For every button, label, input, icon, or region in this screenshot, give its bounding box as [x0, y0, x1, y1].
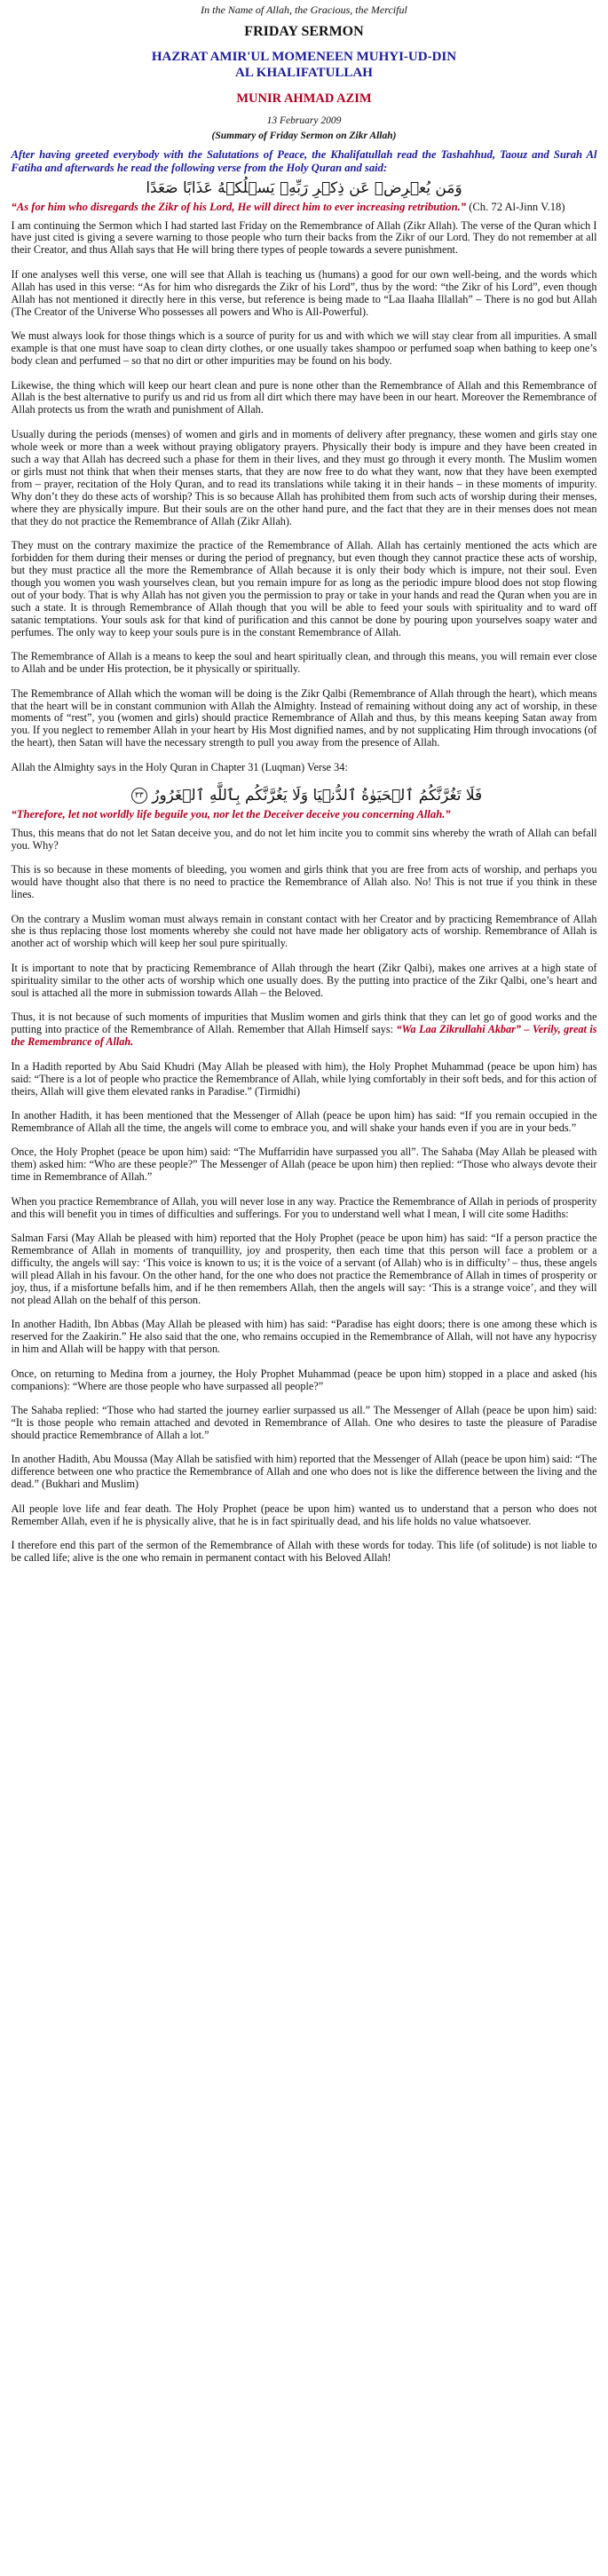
body-paragraph: I am continuing the Sermon which I had started last Friday on the Remembrance of Allah (Zikr Allah). The verse of the Quran which I have just cited is giving a severe warning to those people who turn their backs from the Zikr of our Lord. They do not remember at all their Creator, and thus Allah says that He will bring there types of people towards a severe punishment.: [11, 218, 597, 257]
body-paragraph: Once, on returning to Medina from a journey, the Holy Prophet Muhammad (peace be upon him) stopped in a place and asked (his companions): “Where are those people who have surpassed all people?”: [11, 1367, 597, 1392]
basmala-line: In the Name of Allah, the Gracious, the Merciful: [201, 4, 407, 16]
body-paragraph: Thus, this means that do not let Satan deceive you, and do not let him incite you to commit sins whereby the wrath of Allah can befall you. Why?: [11, 826, 597, 852]
zikr-akbar-quote: “Wa Laa Zikrullahi Akbar” – Verily, great is the Remembrance of Allah.: [11, 1023, 597, 1049]
paragraphs-c: [12, 1061, 597, 1565]
body-paragraph: Salman Farsi (May Allah be pleased with him) reported that the Holy Prophet (peace be upon him) has said: “If a person practice the Remembrance of Allah in moments of tranquillity, joy and prosperity, then each time that this person will face a problem or a difficulty, the angels will say: ‘This voice is known to us; it is the voice of a servant (of Allah) who is in difficulty’ – thus, these angels will plead Allah in his favour. On the other hand, for the one who does not practice the Remembrance of Allah in times of prosperity or joy, thus, if a misfortune befalls him, and if he then remembers Allah, then the angels will say: ‘This is a strange voice’, and they will not plead Allah on the behalf of this person.: [11, 1232, 597, 1306]
verse-1-text: “As for him who disregards the Zikr of his Lord, He will direct him to ever increasing retribution.”: [11, 201, 467, 213]
speaker-name: MUNIR AHMAD AZIM: [236, 91, 372, 106]
sermon-page: [12, 0, 597, 1565]
body-paragraph: Usually during the periods (menses) of women and girls and in moments of delivery after pregnancy, these women and girls stay one whole week or more than a week without praying obligatory prayers. Physically their body is impure and they have been created in such a way that Allah has decreed such a phase for them in their lives, and they must go through it every month. The Muslim women or girls must not think that when their menses starts, that they are now free to do what they want, now that they have been exempted from – prayer, recitation of the Holy Quran, and to read its translations while taking it in their hands – in these moments of impurity. Why don’t they do these acts of worship? This is so because Allah has prohibited them from such acts of worship during their menses, where they are physically impure. But their souls are on the other hand pure, and the fact that they are in their menses does not mean that they do not practice the Remembrance of Allah (Zikr Allah).: [11, 427, 597, 527]
body-paragraph: In a Hadith reported by Abu Said Khudri (May Allah be pleased with him), the Holy Prophet Muhammad (peace be upon him) has said: “There is a lot of people who practice the Remembrance of Allah, while lying comfortably in their soft beds, and for this action of theirs, Allah will give them elevated ranks in Paradise.” (Tirmidhi): [11, 1059, 597, 1098]
ayah-number-icon: ٣٣: [131, 788, 147, 804]
body-paragraph: Likewise, the thing which will keep our heart clean and pure is none other than the Remembrance of Allah and this Remembrance of Allah is the best alternative to purify us and rid us from all dirt which there may have been in our heart. Moreover the Remembrance of Allah protects us from the wrath and punishment of Allah.: [11, 378, 597, 416]
body-paragraph: In another Hadith, Abu Moussa (May Allah be satisfied with him) reported that the Messenger of Allah (peace be upon him) said: “The difference between one who practice the Remembrance of Allah and one who does not is like the difference between the living and the dead.” (Bukhari and Muslim): [11, 1453, 597, 1491]
body-paragraph: This is so because in these moments of bleeding, you women and girls think that you are free from acts of worship, and perhaps you would have thought also that there is no need to practice the Remembrance of Allah also. No! This is not true if you think in these lines.: [11, 863, 597, 901]
body-paragraph: On the contrary a Muslim woman must always remain in constant contact with her Creator and by practicing Remembrance of Allah she is thus replacing those lost moments whereby she could not have made her obligatory acts of worship. Remembrance of Allah is another act of worship which will keep her soul pure spiritually.: [11, 912, 597, 950]
body-paragraph-zikr-akbar: [12, 1011, 597, 1049]
arabic-verse-2-text: فَلَا تَغُرَّنَّكُمُ ٱلۡحَيَوٰةُ ٱلدُّنۡيَا وَلَا يَغُرَّنَّكُم بِٱللَّهِ ٱلۡغَرُورُ: [152, 787, 483, 805]
body-paragraph: They must on the contrary maximize the practice of the Remembrance of Allah. Allah has certainly mentioned the acts which are forbidden for them during their menses or during the period of pregnancy, but even though they cannot practice these acts of worship, but they must practice all the more the Remembrance of Allah because it is only their body which is impure, not their soul. Even though you women you wash yourselves clean, but you remain impure for as long as the periodic impure blood does not stop flowing out of your body. That is why Allah has not given you the permission to pray or take in your hands and read the Quran when you are in such a state. It is through Remembrance of Allah though that you will be able to feed your souls with spirituality and to ward off satanic temptations. Your souls ask for that kind of purification and this cannot be done by pouring upon yourselves soapy water and perfumes. The only way to keep your souls pure is in the constant Remembrance of Allah.: [11, 539, 597, 638]
title-line-1: HAZRAT AMIR'UL MOMENEEN MUHYI-UD-DIN: [151, 50, 457, 64]
page-heading: FRIDAY SERMON: [244, 24, 364, 39]
body-paragraph: Once, the Holy Prophet (peace be upon him) said: “The Muffarridin have surpassed you all”. The Sahaba (May Allah be pleased with them) asked him: “Who are these people?” The Messenger of Allah (peace be upon him) then replied: “Those who always devote their time in Remembrance of Allah.”: [11, 1145, 597, 1184]
body-paragraph: In another Hadith, Ibn Abbas (May Allah be pleased with him) has said: “Paradise has eight doors; there is one among these which is reserved for the Zaakirin.” He also said that the one, who remains occupied in the Remembrance of Allah, will not have any hypocrisy in him and Allah will be happy with that person.: [11, 1318, 597, 1356]
paragraphs-a: [12, 220, 597, 774]
body-paragraph: The Remembrance of Allah is a means to keep the soul and heart spiritually clean, and through this means, you will remain ever close to Allah and be under His protection, be it physically or spiritually.: [11, 650, 597, 676]
body-paragraph: I therefore end this part of the sermon of the Remembrance of Allah with these words for today. This life (of solitude) is not liable to be called life; alive is the one who remain in permanent contact with his Beloved Allah!: [11, 1539, 597, 1565]
sermon-summary-label: (Summary of Friday Sermon on Zikr Allah): [211, 131, 397, 141]
verse-2-text: “Therefore, let not worldly life beguile you, nor let the Deceiver deceive you concerning Allah.”: [11, 808, 451, 821]
zikr-akbar-text: Thus, it is not because of such moments of impurities that Muslim women and girls think that they can let go of good works and the putting into practice of the Remembrance of Allah. Remember that Allah Himself says:: [11, 1011, 597, 1036]
body-paragraph: If one analyses well this verse, one will see that Allah is teaching us (humans) a good for our own well-being, and the words which Allah has used in this verse: “As for him who disregards the Zikr of his Lord”, thus by the word: “the Zikr of his Lord”, even though Allah has not mentioned it directly here in this verse, but reference is being made to “Laa Ilaaha Illallah” – There is no god but Allah (The Creator of the Universe Who possesses all powers and Who is All-Powerful).: [11, 267, 597, 318]
verse-2-translation: [12, 808, 597, 821]
sermon-date: 13 February 2009: [266, 115, 342, 126]
verse-1-translation: [12, 201, 597, 214]
body-paragraph: The Remembrance of Allah which the woman will be doing is the Zikr Qalbi (Remembrance of Allah through the heart), which means that the heart will be in constant communion with Allah the Almighty. Instead of remaining without doing any act of worship, in these moments of “rest”, you (women and girls) should practice Remembrance of Allah and thus, by this means keeping Satan away from you. If you neglect to remember Allah in your heart by His Most dignified names, and by not supplicating Him through invocations (of the heart), then Satan will have the necessary strength to pull you away from the presence of Allah.: [11, 686, 597, 749]
paragraphs-b: [12, 828, 597, 1049]
intro-paragraph: After having greeted everybody with the Salutations of Peace, the Khalifatullah read the Tashahhud, Taouz and Surah Al Fatiha and afterwards he read the following verse from the Holy Quran and said:: [11, 148, 597, 174]
arabic-verse-1: وَمَن يُعۡرِضۡ عَن ذِكۡرِ رَبِّهِۦ يَسۡلُكۡهُ عَذَابًا صَعَدًا: [146, 179, 462, 197]
body-paragraph: Allah the Almighty says in the Holy Quran in Chapter 31 (Luqman) Verse 34:: [11, 760, 348, 773]
body-paragraph: All people love life and fear death. The Holy Prophet (peace be upon him) wanted us to understand that a person who does not Remember Allah, even if he is physically alive, that he is in fact spiritually dead, and his life holds no value whatsoever.: [11, 1502, 597, 1527]
verse-1-reference: (Ch. 72 Al-Jinn V.18): [469, 201, 565, 213]
body-paragraph: When you practice Remembrance of Allah, you will never lose in any way. Practice the Remembrance of Allah in periods of prosperity and this will benefit you in times of difficulties and sufferings. For you to understand well what I mean, I will cite some Hadiths:: [11, 1194, 597, 1220]
body-paragraph: In another Hadith, it has been mentioned that the Messenger of Allah (peace be upon him) has said: “If you remain occupied in the Remembrance of Allah all the time, the angels will come to embrace you, and will shake your hands even if you are in your beds.”: [11, 1108, 597, 1134]
body-paragraph: We must always look for those things which is a source of purity for us and with which we will stay clear from all impurities. A small example is that one must have soap to clean dirty clothes, or one usually takes shampoo or perfumed soap when bathing to keep one’s body clean and perfumed – so that no dirt or other impurities may be found on his body.: [11, 329, 597, 368]
body-paragraph: The Sahaba replied: “Those who had started the journey earlier surpassed us all.” The Messenger of Allah (peace be upon him) said: “It is those people who remain attached and devoted in Remembrance of Allah. One who desires to taste the pleasure of Paradise should practice Remembrance of Allah a lot.”: [11, 1404, 597, 1442]
arabic-verse-2: [12, 786, 597, 805]
title-line-2: AL KHALIFATULLAH: [235, 66, 373, 80]
body-paragraph: It is important to note that by practicing Remembrance of Allah through the heart (Zikr Qalbi), makes one arrives at a high state of spirituality similar to the other acts of worship which one usually does. By the putting into practice of the Zikr Qalbi, one’s heart and soul is attached all the more in submission towards Allah – the Beloved.: [11, 961, 597, 999]
